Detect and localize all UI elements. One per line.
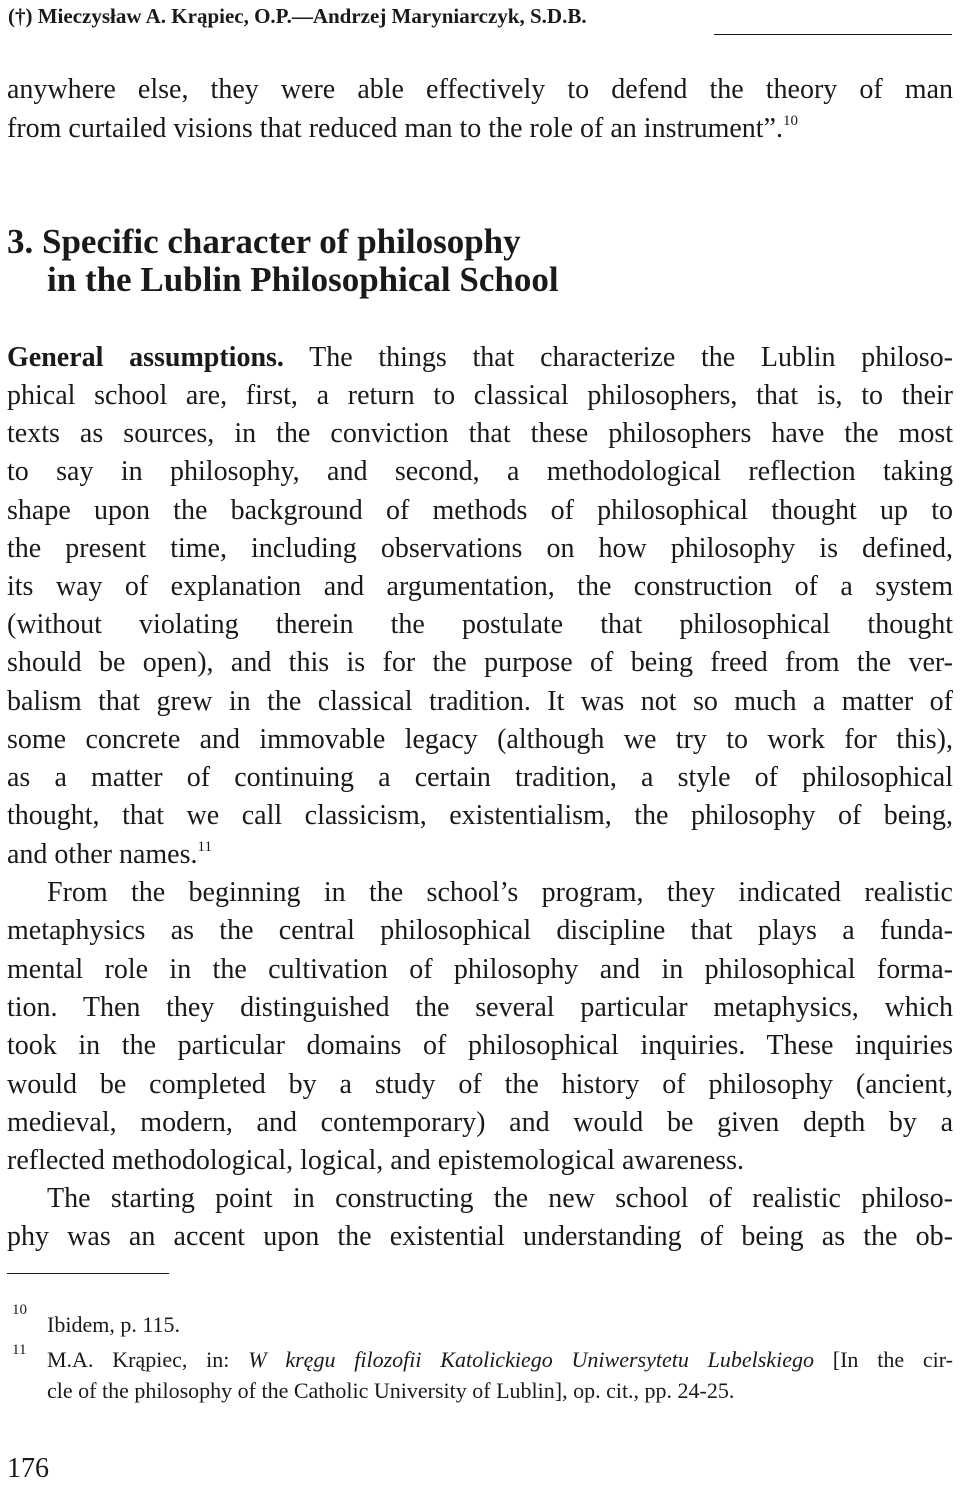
- footnote-text: M.A. Krąpiec, in:: [47, 1347, 249, 1372]
- runin-heading: General assumptions.: [7, 342, 284, 373]
- body-line: metaphysics as the central philosophical discipline that plays a funda-: [7, 915, 953, 947]
- body-text: The things that characterize the Lublin philoso-: [283, 342, 953, 373]
- body-line: should be open), and this is for the purpose of being freed from the ver-: [7, 647, 953, 679]
- body-line: texts as sources, in the conviction that these philosophers have the most: [7, 418, 953, 450]
- footnote-rule: [7, 1273, 169, 1274]
- body-line: the present time, including observations on how philosophy is defined,: [7, 532, 953, 564]
- running-header: [8, 4, 952, 38]
- footnote-ref-11[interactable]: 11: [197, 839, 212, 855]
- body-line: took in the particular domains of philosophical inquiries. These inquiries: [7, 1030, 953, 1062]
- section-heading-line-1: 3. Specific character of philosophy: [7, 222, 521, 261]
- body-text: from curtailed visions that reduced man to the role of an instrument”.: [7, 113, 783, 144]
- body-line: phical school are, first, a return to classical philosophers, that is, to their: [7, 380, 953, 411]
- body-line: phy was an accent upon the existential understanding of being as the ob-: [7, 1221, 953, 1253]
- body-line: balism that grew in the classical tradition. It was not so much a matter of: [7, 685, 953, 717]
- footnote-11-continued: cle of the philosophy of the Catholic University of Lublin], op. cit., pp. 24-25.: [47, 1378, 735, 1403]
- footnote-text: [In the cir-: [813, 1347, 953, 1372]
- body-line: [7, 835, 953, 875]
- section-heading-line-2: in the Lublin Philosophical School: [47, 260, 559, 299]
- body-line: anywhere else, they were able effectively to defend the theory of man: [7, 74, 953, 105]
- body-line: thought, that we call classicism, existentialism, the philosophy of being,: [7, 800, 953, 832]
- body-line: reflected methodological, logical, and epistemological awareness.: [7, 1145, 745, 1176]
- footnote-11: [47, 1345, 953, 1375]
- body-text: and other names.: [7, 839, 198, 870]
- body-line: as a matter of continuing a certain tradition, a style of philosophical: [7, 762, 953, 793]
- body-line: shape upon the background of methods of philosophical thought up to: [7, 494, 953, 526]
- cited-title: W kręgu filozofii Katolickiego Uniwersytetu Lubelskiego: [248, 1347, 814, 1372]
- body-line: tion. Then they distinguished the several particular metaphysics, which: [7, 991, 953, 1023]
- running-head-text: (†) Mieczysław A. Krąpiec, O.P.—Andrzej Maryniarczyk, S.D.B.: [8, 4, 587, 28]
- page-number: 176: [7, 1453, 49, 1484]
- body-line: [7, 109, 953, 149]
- footnote-number: 10: [12, 1302, 27, 1318]
- body-line: some concrete and immovable legacy (although we try to work for this),: [7, 723, 953, 755]
- body-line: The starting point in constructing the new school of realistic philoso-: [47, 1183, 953, 1214]
- header-rule: [714, 34, 952, 35]
- body-line: its way of explanation and argumentation, the construction of a system: [7, 571, 953, 602]
- footnote-ref-10[interactable]: 10: [783, 113, 798, 129]
- footnote-number: 11: [12, 1342, 27, 1358]
- body-line: would be completed by a study of the history of philosophy (ancient,: [7, 1068, 953, 1100]
- footnote-10: Ibidem, p. 115.: [47, 1312, 180, 1337]
- body-line: From the beginning in the school’s program, they indicated realistic: [47, 877, 953, 908]
- body-line: to say in philosophy, and second, a methodological reflection taking: [7, 456, 953, 488]
- body-line: medieval, modern, and contemporary) and would be given depth by a: [7, 1106, 953, 1138]
- body-line: mental role in the cultivation of philosophy and in philosophical forma-: [7, 953, 953, 985]
- body-line: [7, 338, 953, 378]
- body-line: (without violating therein the postulate that philosophical thought: [7, 609, 953, 641]
